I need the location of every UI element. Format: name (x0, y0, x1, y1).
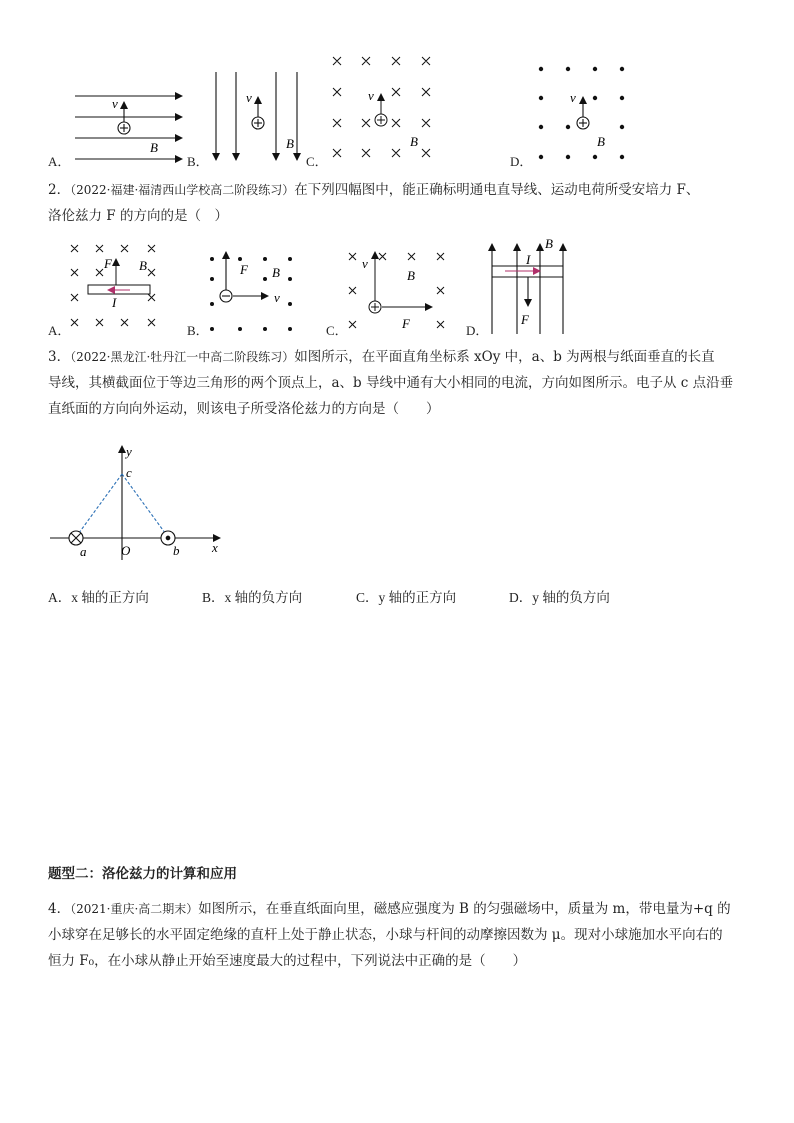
q2-text-line2: 洛伦兹力 F 的方向的是（ ） (48, 208, 228, 224)
q3-choice-a[interactable]: A．x 轴的正方向 (48, 590, 149, 605)
q2-question (48, 177, 753, 229)
q2-source: （2022·福建·福清西山学校高二阶段练习） (70, 183, 295, 197)
q3-c-label: c (126, 465, 132, 480)
q3-y-label: y (126, 444, 132, 459)
q2-text-line1: 在下列四幅图中，能正确标明通电直导线、运动电荷所受安培力 F、 (294, 182, 700, 198)
q1-d-v-label: v (570, 90, 576, 105)
q1-b-v-label: v (246, 90, 252, 105)
section-heading: 题型二：洛伦兹力的计算和应用 (48, 866, 237, 882)
q1-option-b[interactable]: B． (187, 154, 209, 169)
q2-d-B-label: B (545, 236, 553, 251)
q3-question (48, 344, 753, 422)
q1-figure-d (539, 67, 624, 159)
q1-option-a[interactable]: A． (48, 154, 71, 169)
q1-a-v-label: v (112, 96, 118, 111)
q1-a-B-label: B (150, 140, 158, 155)
q2-option-d[interactable]: D． (466, 323, 489, 338)
q4-text-line1: 如图所示，在垂直纸面向里，磁感应强度为 B 的匀强磁场中，质量为 m，带电量为+q 的 (198, 901, 731, 917)
q1-figure-a (75, 96, 182, 159)
q2-option-b[interactable]: B． (187, 323, 209, 338)
wire-a-into-page (69, 531, 83, 545)
q3-a-label: a (80, 544, 87, 559)
q3-choice-c[interactable]: C．y 轴的正方向 (356, 590, 457, 605)
q1-c-B-label: B (410, 134, 418, 149)
q4-text-line3: 恒力 F₀，在小球从静止开始至速度最大的过程中，下列说法中正确的是（ ） (48, 953, 527, 969)
q3-number: 3． (48, 349, 71, 365)
q4-source: （2021·重庆·高二期末） (70, 902, 199, 916)
q2-c-B-label: B (407, 268, 415, 283)
q2-c-v-label: v (362, 256, 368, 271)
q1-d-B-label: B (597, 134, 605, 149)
q2-a-B-label: B (139, 258, 147, 273)
q2-d-I-label: I (526, 252, 531, 267)
q1-c-v-label: v (368, 88, 374, 103)
q3-choice-b[interactable]: B．x 轴的负方向 (202, 590, 303, 605)
q2-d-F-label: F (521, 312, 529, 327)
q3-b-label: b (173, 543, 180, 558)
q2-number: 2． (48, 182, 71, 198)
q1-figure-b (216, 72, 297, 160)
q2-b-B-label: B (272, 265, 280, 280)
q3-text-line2: 导线，其横截面位于等边三角形的两个顶点上，a、b 导线中通有大小相同的电流，方向如图所示。电子从 c 点沿垂 (48, 375, 734, 391)
q4-question (48, 896, 753, 974)
q2-option-c[interactable]: C． (326, 323, 348, 338)
q3-figure (40, 440, 240, 565)
q2-option-a[interactable]: A． (48, 323, 71, 338)
q3-choice-d[interactable]: D．y 轴的负方向 (509, 590, 610, 605)
q1-option-c[interactable]: C． (306, 154, 328, 169)
q1-b-B-label: B (286, 136, 294, 151)
q3-O-label: O (121, 543, 131, 558)
q4-text-line2: 小球穿在足够长的水平固定绝缘的直杆上处于静止状态，小球与杆间的动摩擦因数为 μ。现对小球施加水平向右的 (48, 927, 723, 943)
q3-x-label: x (212, 540, 218, 555)
q2-c-F-label: F (402, 316, 410, 331)
q4-number: 4． (48, 901, 71, 917)
q3-text-line3: 直纸面的方向向外运动，则该电子所受洛伦兹力的方向是（ ） (48, 401, 440, 417)
q2-b-v-label: v (274, 290, 280, 305)
q2-b-F-label: F (240, 262, 248, 277)
q2-figures (0, 232, 794, 337)
q1-figures (0, 40, 794, 170)
q2-a-F-label: F (104, 256, 112, 271)
q2-a-I-label: I (112, 295, 117, 310)
q1-option-d[interactable]: D． (510, 154, 533, 169)
q3-text-line1: 如图所示，在平面直角坐标系 xOy 中，a、b 为两根与纸面垂直的长直 (294, 349, 715, 365)
q3-source: （2022·黑龙江·牡丹江一中高二阶段练习） (70, 350, 295, 364)
